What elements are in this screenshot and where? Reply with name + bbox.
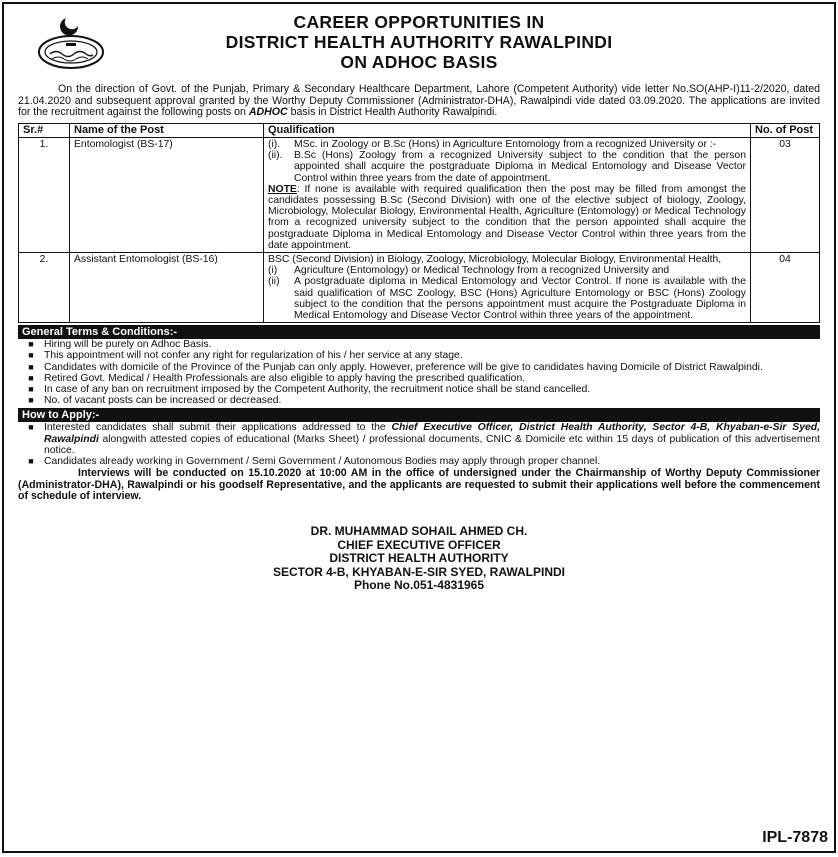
header-sr: Sr.# [19, 123, 70, 137]
term-text: Hiring will be purely on Adhoc Basis. [44, 339, 212, 351]
ipl-number: IPL-7878 [762, 829, 828, 846]
apply-text-part-2: alongwith attested copies of educational (Marks Sheet) / professional documents, CNIC & Domicile etc within 15 days of publication of this advertisement notice. [44, 433, 820, 456]
qualification-mark: (i). [268, 138, 281, 150]
list-item [18, 422, 820, 456]
list-item [18, 384, 820, 395]
signatory-name: DR. MUHAMMAD SOHAIL AHMED CH. [310, 524, 528, 539]
row-post-name: Entomologist (BS-17) [70, 137, 264, 252]
note-text: : If none is available with required qualification then the post may be filled from amongst the candidates possessing B.Sc (Second Division) with one of the elective subject of biology, Zoology, Microbiology, Molecular Biology, Environmental Health, Agriculture (Entomology) or Medical Technology from a recognized university subject to the condition that the person appointed shall acquire the postgraduate Diploma in Medical Entomology and Disease Vector Control within three years from the date appointment. [268, 183, 746, 251]
apply-heading: How to Apply:- [18, 408, 820, 422]
signature-block [18, 525, 820, 593]
qualification-mark: (ii) [268, 276, 280, 288]
posts-table [18, 123, 820, 323]
header-post-name: Name of the Post [70, 123, 264, 137]
term-text: No. of vacant posts can be increased or decreased. [44, 395, 282, 407]
row-post-count: 03 [751, 137, 820, 252]
title-line-1: CAREER OPPORTUNITIES IN [293, 12, 545, 32]
qualification-intro: BSC (Second Division) in Biology, Zoology, Microbiology, Molecular Biology, Environmental Health, [268, 254, 722, 266]
list-item [18, 362, 820, 373]
qualification-note [268, 184, 746, 251]
qualification-mark: (i) [268, 265, 278, 277]
apply-text [44, 422, 820, 456]
qualification-mark: (ii). [268, 150, 283, 162]
signatory-designation: CHIEF EXECUTIVE OFFICER [337, 537, 501, 552]
apply-text-part-1: Interested candidates shall submit their applications addressed to the [44, 422, 392, 434]
header-qualification: Qualification [264, 123, 751, 137]
apply-list [18, 422, 820, 467]
table-row [19, 253, 820, 323]
row-qualification [264, 253, 751, 323]
bullet-icon: ■ [28, 339, 34, 350]
terms-heading: General Terms & Conditions:- [18, 325, 820, 339]
bullet-icon: ■ [28, 456, 34, 467]
qualification-text: Agriculture (Entomology) or Medical Technology from a recognized University and [294, 265, 670, 277]
apply-text: Candidates already working in Government / Semi Government / Autonomous Bodies may apply through proper channel. [44, 456, 601, 468]
signatory-office: DISTRICT HEALTH AUTHORITY [329, 551, 509, 566]
title-line-3: ON ADHOC BASIS [340, 52, 498, 72]
header [18, 4, 820, 76]
apply-address: Chief Executive Officer, District Health Authority, Sector 4-B, Khyaban-e-Sir Syed, Rawalpindi [44, 422, 820, 445]
bullet-icon: ■ [28, 372, 34, 383]
bullet-icon: ■ [28, 422, 34, 433]
row-post-count: 04 [751, 253, 820, 323]
terms-list [18, 339, 820, 406]
qualification-text: MSc. in Zoology or B.Sc (Hons) in Agriculture Entomology from a recognized University or :- [294, 138, 717, 150]
list-item [18, 456, 820, 467]
bullet-icon: ■ [28, 395, 34, 406]
term-text: In case of any ban on recruitment imposed by the Competent Authority, the recruitment notice shall be stand cancelled. [44, 384, 591, 396]
row-sr: 1. [19, 137, 70, 252]
row-post-name: Assistant Entomologist (BS-16) [70, 253, 264, 323]
intro-text-part-2: basis in District Health Authority Rawalpindi. [287, 106, 498, 119]
title-line-2: DISTRICT HEALTH AUTHORITY RAWALPINDI [225, 32, 613, 52]
term-text: Candidates with domicile of the Province of the Punjab can only apply. However, preference will be give to candidates having Domicile of District Rawalpindi. [44, 361, 763, 373]
table-header-row [19, 123, 820, 137]
intro-text-part-1: On the direction of Govt. of the Punjab, Primary & Secondary Healthcare Department, Lahore (Competent Authority) vide letter No.SO(AHP-I)11-2/2020, dated 21.04.2020 and subsequent approval granted by the Worthy Deputy Commissioner (Administrator-DHA), Rawalpindi vide dated 03.09.2020. The applications are invited for the recruitment against the following posts on [18, 83, 820, 119]
intro-emphasis: ADHOC [248, 106, 288, 119]
header-post-count: No. of Post [751, 123, 820, 137]
intro-paragraph [18, 84, 820, 119]
list-item [18, 339, 820, 350]
term-text: This appointment will not confer any right for regularization of his / her service at any stage. [44, 350, 463, 362]
term-text: Retired Govt. Medical / Health Professionals are also eligible to apply having the prescribed qualification. [44, 372, 526, 384]
advertisement-page [2, 2, 836, 853]
qualification-text: A postgraduate diploma in Medical Entomology and Vector Control. If none is available with the said qualification of MSC Zoology, BSC (Hons) Agriculture Entomology or BSC (Hons) Zoology subject to the condition that the persons appointment must acquire the Postgraduate Diploma in Medical Entomology and Disease Vector Control within three years of the appointment. [294, 276, 746, 322]
table-row [19, 137, 820, 252]
row-sr: 2. [19, 253, 70, 323]
signatory-address: SECTOR 4-B, KHYABAN-E-SIR SYED, RAWALPINDI [272, 564, 566, 579]
interview-paragraph: Interviews will be conducted on 15.10.2020 at 10:00 AM in the office of undersigned under the Chairmanship of Worthy Deputy Commissioner (Administrator-DHA), Rawalpindi or his goodself Representative, and the applicants are requested to submit their applications well before the commencement of schedule of interview. [18, 467, 820, 503]
bullet-icon: ■ [28, 384, 34, 395]
punjab-emblem-icon [36, 12, 106, 72]
signatory-phone: Phone No.051-4831965 [353, 578, 485, 593]
note-label: NOTE [268, 183, 297, 195]
list-item [18, 350, 820, 361]
bullet-icon: ■ [28, 361, 34, 372]
list-item [18, 395, 820, 406]
row-qualification [264, 137, 751, 252]
qualification-text: B.Sc (Hons) Zoology from a recognized University subject to the condition that the person appointed shall acquire the postgraduate Diploma in Medical Entomology and Disease Vector Control within three years from the date of appointment. [294, 150, 746, 184]
bullet-icon: ■ [28, 350, 34, 361]
list-item [18, 373, 820, 384]
